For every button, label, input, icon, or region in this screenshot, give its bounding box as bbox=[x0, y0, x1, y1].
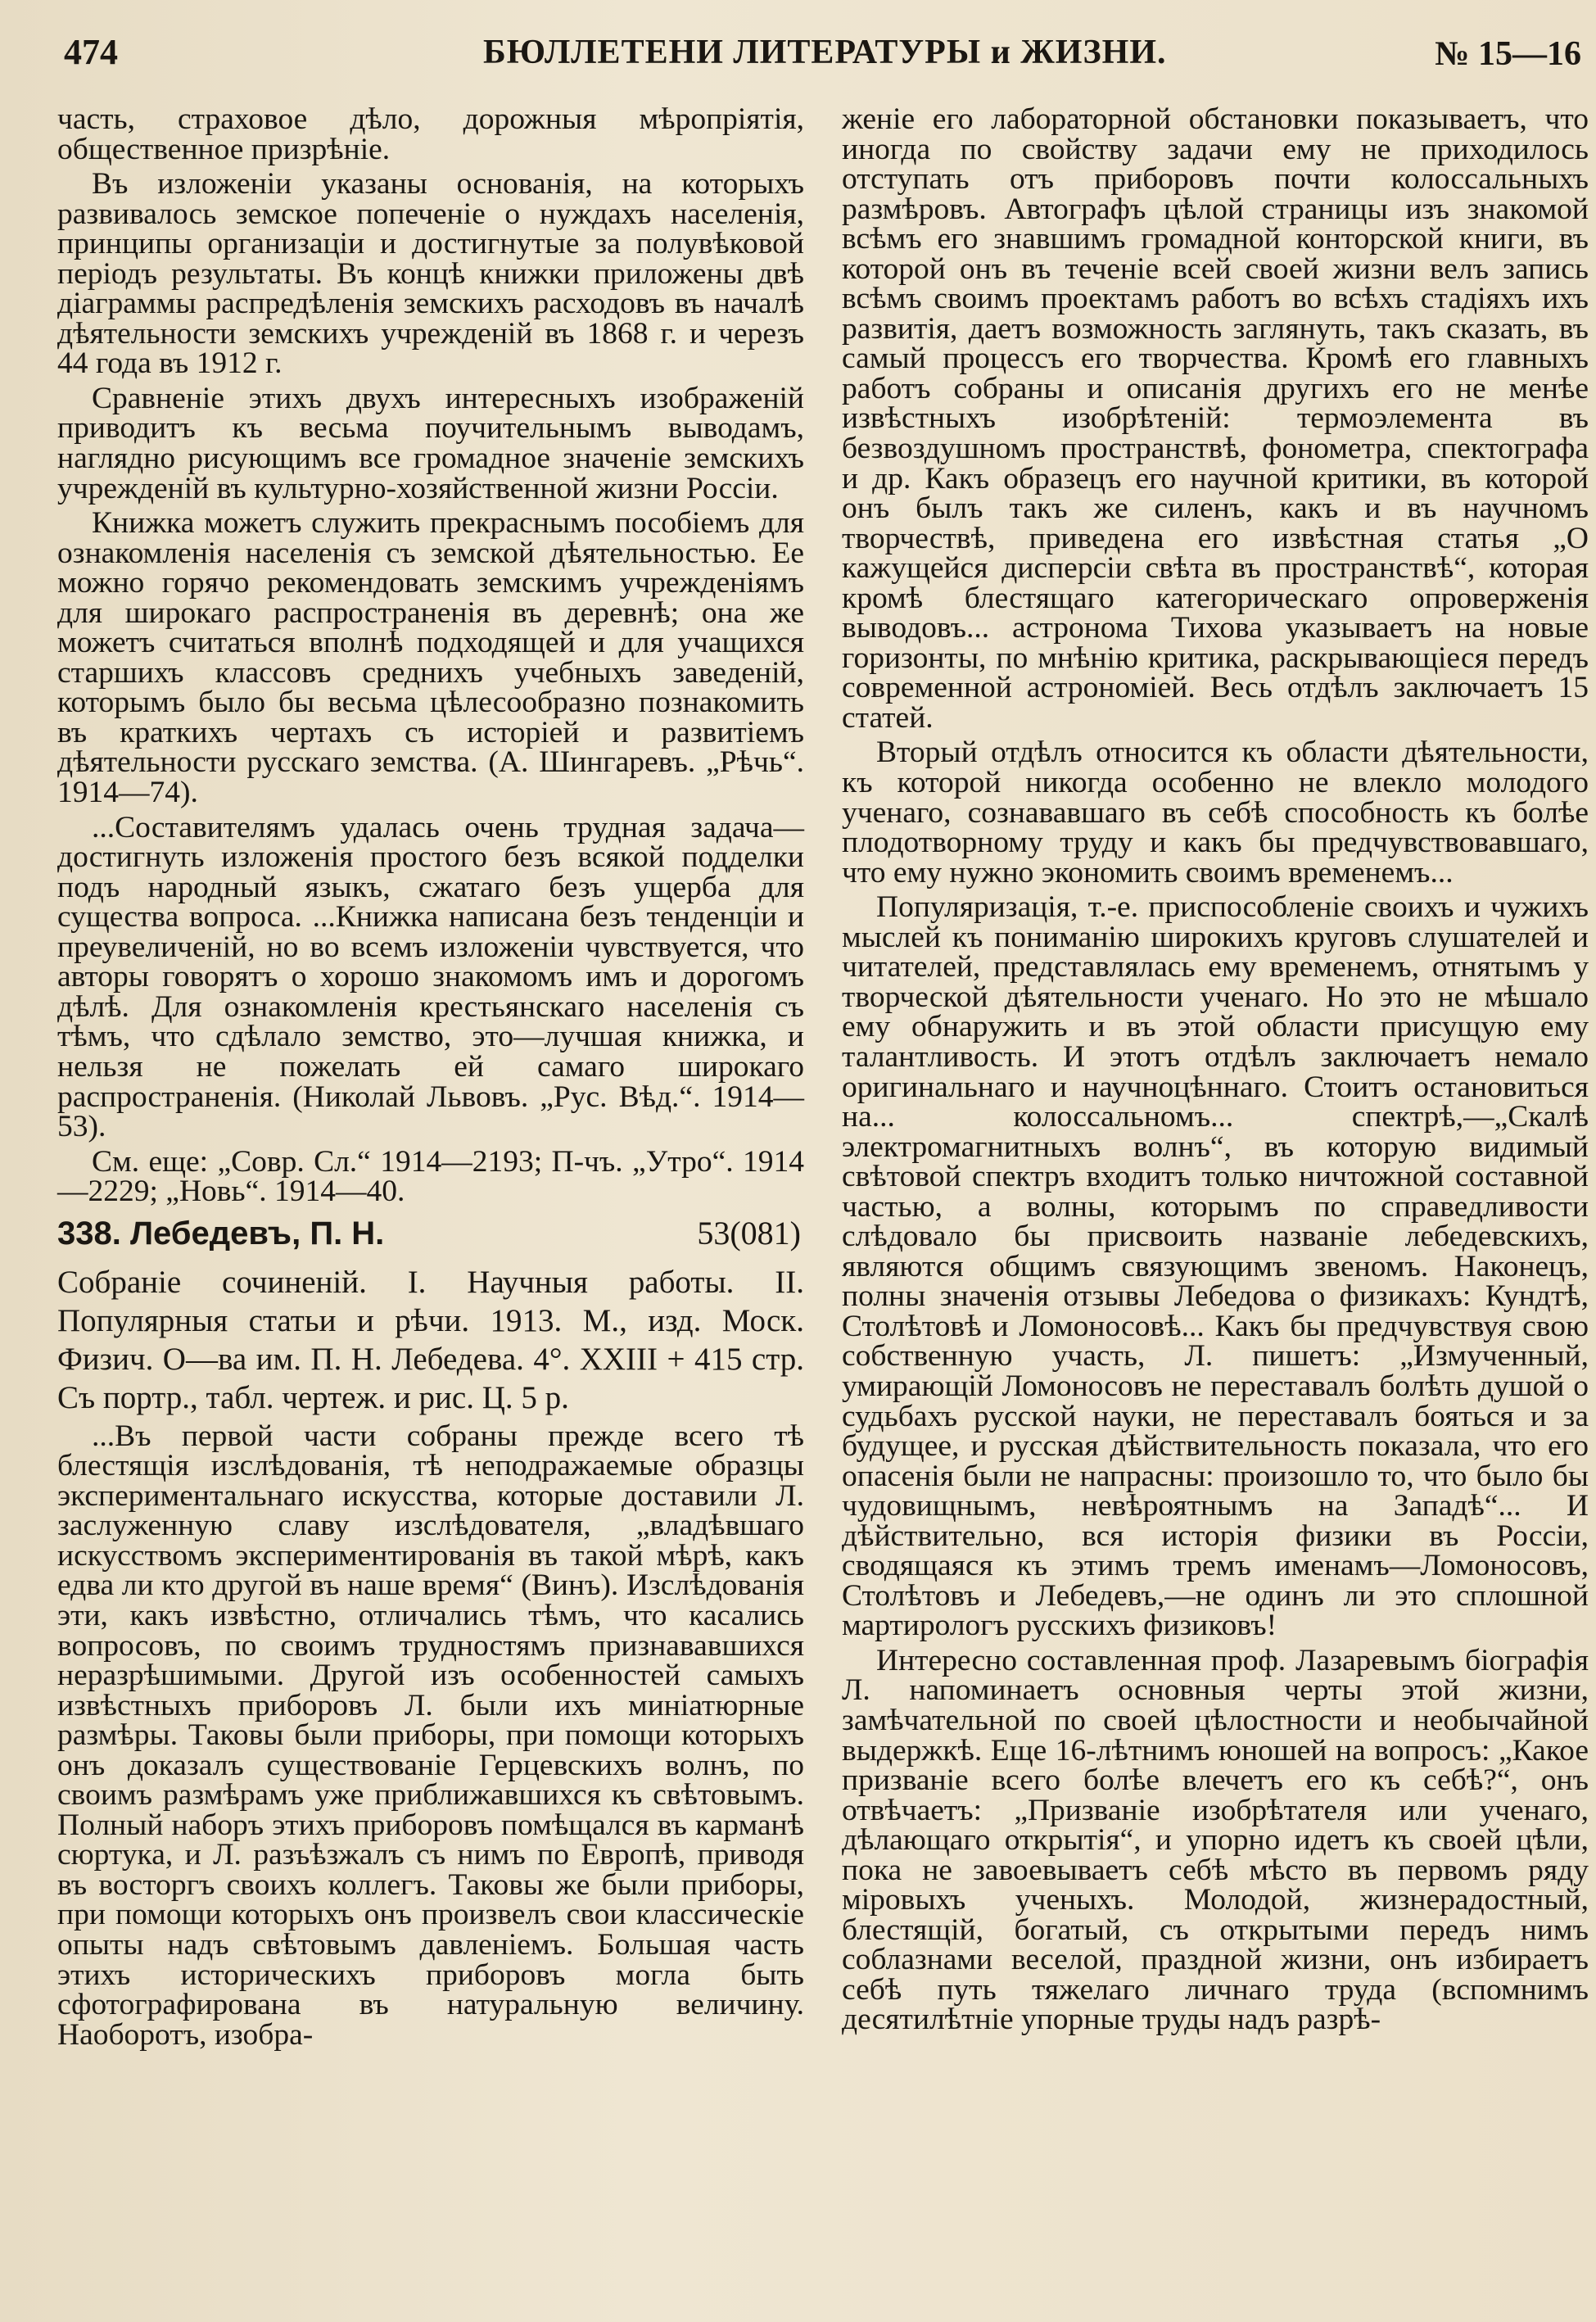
classification-code: 53(081) bbox=[697, 1214, 801, 1252]
page-header bbox=[57, 23, 1588, 88]
bibliographic-description: Собраніе сочиненій. I. Научныя работы. II. Популярныя статьи и рѣчи. 1913. М., изд. Моск. Физич. О—ва им. П. Н. Лебедева. 4°. XXIII + 415 стр. Съ портр., табл. чертеж. и рис. Ц. 5 р. bbox=[57, 1264, 804, 1415]
left-column bbox=[57, 102, 804, 2055]
paragraph: Сравненіе этихъ двухъ интересныхъ изображеній приводитъ къ весьма поучительнымъ выводамъ, наглядно рисующимъ все громадное значеніе земскихъ учрежденій въ культурно-хозяйственной жизни Россіи. bbox=[57, 381, 804, 505]
paragraph: часть, страховое дѣло, дорожныя мѣропріятія, общественное призрѣніе. bbox=[57, 102, 804, 166]
entry-title: 338. Лебедевъ, П. Н. bbox=[57, 1215, 385, 1252]
paragraph: Популяризація, т.-е. приспособленіе своихъ и чужихъ мыслей къ пониманію широкихъ круговъ слушателей и читателей, представлялась ему временемъ, отнятымъ у творческой дѣятельности ученаго. Но это не мѣшало ему обнаружить и въ этой области присущую ему талантливость. И этотъ отдѣлъ заключаетъ немало оригинальнаго и научноцѣннаго. Стоитъ остановиться на... колоссальномъ... спектрѣ,—„Скалѣ электромагнитныхъ волнъ“, въ которую видимый свѣтовой спектръ входитъ только ничтожной составной частью, а волны, которымъ по справедливости слѣдовало бы присвоить названіе лебедевскихъ, являются общимъ связующимъ звеномъ. Наконецъ, полны значенія отзывы Лебедова о физикахъ: Кундтѣ, Столѣтовѣ и Ломоносовѣ... Какъ бы предчувствуя свою собственную участь, Л. пишетъ: „Измученный, умирающій Ломоносовъ не переставалъ болѣть душой о судьбахъ русской науки, не переставалъ бояться и за будущее, и русская дѣйствительность показала, что его опасенія были не напрасны: произошло то, что было бы чудовищнымъ, невѣроятнымъ на Западѣ“... И дѣйствительно, вся исторія физики въ Россіи, сводящаяся къ этимъ тремъ именамъ—Ломоносовъ, Столѣтовъ и Лебедевъ,—не одинъ ли это сплошной мартирологъ русскихъ физиковъ! bbox=[842, 890, 1589, 1643]
paragraph: Книжка можетъ служить прекраснымъ пособіемъ для ознакомленія населенія съ земской дѣятельностью. Ее можно горячо рекомендовать земскимъ учрежденіямъ для широкаго распространенія въ деревнѣ; она же можетъ считаться вполнѣ подходящей и для учащихся старшихъ классовъ среднихъ учебныхъ заведеній, которымъ было бы весьма цѣлесообразно познакомить въ краткихъ чертахъ съ исторіей и развитіемъ дѣятельности русскаго земства. (А. Шингаревъ. „Рѣчь“. 1914—74). bbox=[57, 506, 804, 810]
page-number: 474 bbox=[64, 32, 118, 72]
running-title: БЮЛЛЕТЕНИ ЛИТЕРАТУРЫ и ЖИЗНИ. bbox=[483, 34, 1167, 71]
review-paragraph: ...Въ первой части собраны прежде всего тѣ блестящія изслѣдованія, тѣ неподражаемые образцы экспериментальнаго искусства, которые доставили Л. заслуженную славу изслѣдователя, „владѣвшаго искусствомъ экспериментированія въ такой мѣрѣ, какъ едва ли кто другой въ наше время“ (Винъ). Изслѣдованія эти, какъ извѣстно, отличались тѣмъ, что касались вопросовъ, по своимъ трудностямъ признававшихся неразрѣшимыми. Другой изъ особенностей самыхъ извѣстныхъ приборовъ Л. были ихъ миніатюрные размѣры. Таковы были приборы, при помощи которыхъ онъ доказалъ существованіе Герцевскихъ волнъ, по своимъ размѣрамъ уже приближавшихся къ свѣтовымъ. Полный наборъ этихъ приборовъ помѣщался въ карманѣ сюртука, и Л. разъѣзжалъ съ нимъ по Европѣ, приводя въ восторгъ своихъ коллегъ. Таковы же были приборы, при помощи которыхъ онъ произвелъ свои классическіе опыты надъ свѣтовымъ давленіемъ. Большая часть этихъ историческихъ приборовъ могла быть сфотографирована въ натуральную величину. Наоборотъ, изобра- bbox=[57, 1419, 804, 2052]
entry-heading bbox=[57, 1214, 804, 1258]
issue-number: № 15—16 bbox=[1435, 35, 1581, 73]
paragraph: Вторый отдѣлъ относится къ области дѣятельности, къ которой никогда особенно не влекло молодого ученаго, сознававшаго въ себѣ способность къ болѣе плодотворному труду и какъ бы предчувствовавшаго, что ему нужно экономить своимъ временемъ... bbox=[842, 736, 1589, 889]
paragraph: Интересно составленная проф. Лазаревымъ біографія Л. напоминаетъ основныя черты этой жизни, замѣчательной по своей цѣлостности и необычайной выдержкѣ. Еще 16-лѣтнимъ юношей на вопросъ: „Какое призваніе всего болѣе влечетъ его къ себѣ?“, онъ отвѣчаетъ: „Призваніе изобрѣтателя или ученаго, дѣлающаго открытія“, и упорно идетъ къ своей цѣли, пока не завоевываетъ себѣ мѣсто въ первомъ ряду міровыхъ ученыхъ. Молодой, жизнерадостный, блестящій, богатый, съ открытыми передъ нимъ соблазнами веселой, праздной жизни, онъ избираетъ себѣ путь тяжелаго личнаго труда (вспомнимъ десятилѣтніе упорные труды надъ разрѣ- bbox=[842, 1643, 1589, 2037]
see-also-references: См. еще: „Совр. Сл.“ 1914—2193; П-чъ. „Утро“. 1914—2229; „Новь“. 1914—40. bbox=[57, 1144, 804, 1209]
paragraph: Въ изложеніи указаны основанія, на которыхъ развивалось земское попеченіе о нуждахъ населенія, принципы организаціи и достигнутые за полувѣковой періодъ результаты. Въ концѣ книжки приложены двѣ діаграммы распредѣленія земскихъ расходовъ въ началѣ дѣятельности земскихъ учрежденій въ 1868 г. и черезъ 44 года въ 1912 г. bbox=[57, 167, 804, 381]
quote-paragraph: ...Составителямъ удалась очень трудная задача—достигнуть изложенія простого безъ всякой подделки подъ народный языкъ, сжатаго безъ ущерба для существа вопроса. ...Книжка написана безъ тенденціи и преувеличеній, но во всемъ изложеніи чувствуется, что авторы говорятъ о хорошо знакомомъ имъ и дорогомъ дѣлѣ. Для ознакомленія крестьянскаго населенія съ тѣмъ, что сдѣлало земство, это—лучшая книжка, и нельзя не пожелать ей самаго широкаго распространенія. (Николай Львовъ. „Рус. Вѣд.“. 1914—53). bbox=[57, 810, 804, 1144]
right-column bbox=[842, 102, 1589, 2040]
paragraph: женіе его лабораторной обстановки показываетъ, что иногда по свойству задачи ему не приходилось отступать отъ приборовъ почти колоссальныхъ размѣровъ. Автографъ цѣлой страницы изъ знакомой всѣмъ его знавшимъ громадной конторской книги, въ которой онъ въ теченіе всей своей жизни велъ запись всѣмъ своимъ проектамъ работъ во всѣхъ стадіяхъ ихъ развитія, даетъ возможность заглянуть, такъ сказать, въ самый процессъ его творчества. Кромѣ его главныхъ работъ собраны и описанія другихъ его не менѣе извѣстныхъ изобрѣтеній: термоэлемента въ безвоздушномъ пространствѣ, фонометра, спектографа и др. Какъ образецъ его научной критики, въ которой онъ былъ такъ же силенъ, какъ и въ научномъ творчествѣ, приведена его извѣстная статья „О кажущейся дисперсіи свѣта въ пространствѣ“, которая кромѣ блестящаго категорическаго опроверженія выводовъ... астронома Тихова указываетъ на новые горизонты, по мнѣнію критика, раскрывающіеся передъ современной астрономіей. Весь отдѣлъ заключаетъ 15 статей. bbox=[842, 102, 1589, 735]
